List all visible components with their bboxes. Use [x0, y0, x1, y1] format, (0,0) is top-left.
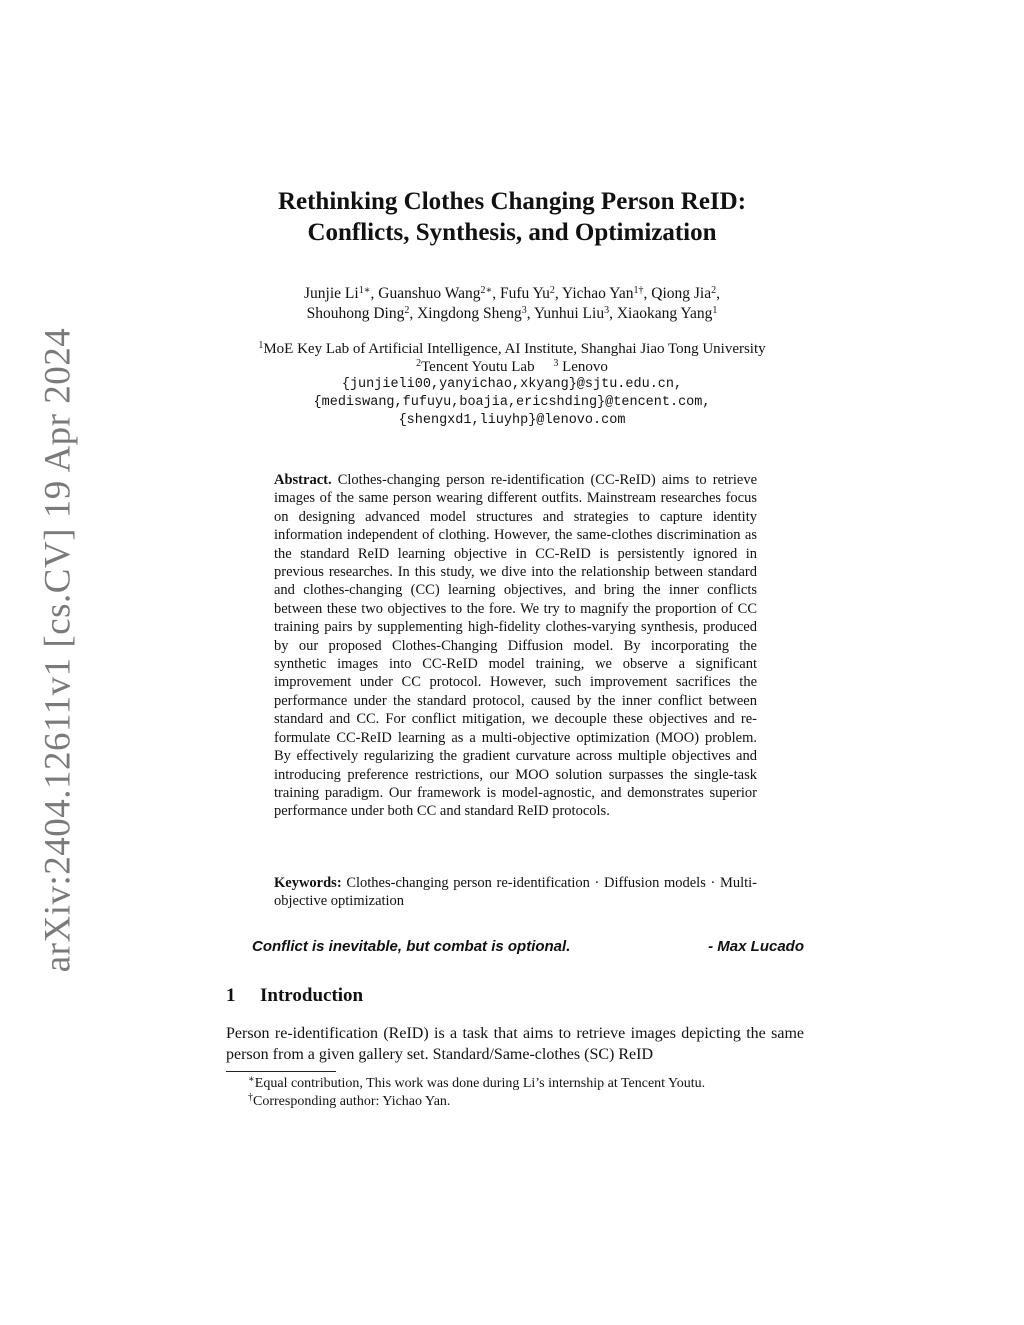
keywords-label: Keywords:	[274, 875, 342, 891]
footnote-2	[248, 1093, 705, 1111]
author-name: Guanshuo Wang	[378, 285, 481, 302]
footnote-text: Corresponding author: Yichao Yan.	[253, 1094, 451, 1109]
author-name: Xiaokang Yang	[616, 305, 713, 322]
title-line-2: Conflicts, Synthesis, and Optimization	[307, 219, 717, 246]
section-title: Introduction	[260, 985, 364, 1006]
abstract-text: Clothes-changing person re-identification (CC-ReID) aims to retrieve images of the same person wearing different outfits. Mainstream researches focus on designing advanced model structures and strategies to capture identity information independent of clothing. However, the same-clothes discrimination as the standard ReID learning objective in CC-ReID is persistently ignored in previous researches. In this study, we dive into the relationship between standard and clothes-changing (CC) learning objectives, and bring the inner conflicts between these two objectives to the fore. We try to magnify the proportion of CC training pairs by supplementing high-fidelity clothes-varying synthesis, produced by our proposed Clothes-Changing Diffusion model. By incorporating the synthetic images into CC-ReID model training, we observe a significant improvement under CC protocol. However, such improvement sacrifices the performance under the standard protocol, caused by the inner conflict between standard and CC. For conflict mitigation, we decouple these objectives and re-formulate CC-ReID learning as a multi-objective optimization (MOO) problem. By effectively regularizing the gradient curvature across multiple objectives and introducing preference restrictions, our MOO solution surpasses the single-task training paradigm. Our framework is model-agnostic, and demonstrates superior performance under both CC and standard ReID protocols.	[274, 472, 758, 820]
affil-mark: 3	[553, 358, 559, 369]
affil-text: Tencent Youtu Lab	[421, 359, 535, 375]
affiliations	[0, 340, 1024, 430]
title-line-1: Rethinking Clothes Changing Person ReID:	[277, 188, 747, 215]
section-number: 1	[226, 985, 236, 1006]
author-name: Shouhong Ding	[306, 305, 405, 322]
email-line-3[interactable]: {shengxd1,liuyhp}@lenovo.com	[398, 413, 626, 428]
author-affil-mark: 2	[711, 285, 717, 296]
author-line-1: Junjie $Li^{1∗}$, Guanshuo Wang$^{2∗}$, Fufu Yu$^2$, Yichao Yan$^{1\dagger}$, Qiong Jia$^2$,	[304, 285, 720, 302]
arxiv-identifier-text: arXiv:2404.12611v1 [cs.CV] 19 Apr 2024	[37, 327, 79, 973]
author-name: Junjie Li	[304, 285, 359, 302]
affil-text: Lenovo	[562, 359, 608, 375]
affil-mark: 2	[416, 358, 422, 369]
affiliation-2-3	[0, 358, 1024, 376]
footnote-rule	[226, 1071, 336, 1072]
author-name: Yichao Yan	[562, 285, 634, 302]
footnotes	[248, 1075, 705, 1111]
author-affil-mark: 1∗	[358, 285, 371, 296]
abstract-label: Abstract.	[274, 472, 332, 488]
keywords-text: Clothes-changing person re-identification · Diffusion models · Multi-objective optimization	[274, 875, 758, 910]
affil-text: MoE Key Lab of Artificial Intelligence, AI Institute, Shanghai Jiao Tong University	[263, 341, 766, 357]
author-affil-mark: 1†	[633, 285, 644, 296]
footnote-mark: ∗	[248, 1074, 255, 1085]
author-affil-mark: 1	[712, 305, 718, 316]
author-name: Yunhui Liu	[533, 305, 605, 322]
abstract	[274, 471, 757, 821]
keywords	[274, 874, 757, 911]
affil-mark: 1	[258, 340, 264, 351]
email-line-2[interactable]: {mediswang,fufuyu,boajia,ericshding}@tencent.com,	[313, 395, 711, 410]
email-line-1[interactable]: {junjieli00,yanyichao,xkyang}@sjtu.edu.cn,	[341, 377, 683, 392]
author-affil-mark: 2	[549, 285, 555, 296]
footnote-mark: †	[248, 1092, 253, 1103]
footnote-1	[248, 1075, 705, 1093]
author-name: Fufu Yu	[500, 285, 550, 302]
author-affil-mark: 2	[404, 305, 410, 316]
author-name: Qiong Jia	[651, 285, 712, 302]
epigraph-author: - Max Lucado	[708, 938, 804, 955]
author-line-2: Shouhong Ding$^2$, Xingdong Sheng$^3$, Yunhui Liu$^3$, Xiaokang Yang$^1$	[306, 305, 718, 322]
author-affil-mark: 2∗	[480, 285, 493, 296]
footnote-text: Equal contribution, This work was done during Li’s internship at Tencent Youtu.	[254, 1076, 706, 1091]
author-affil-mark: 3	[521, 305, 527, 316]
epigraph-quote: Conflict is inevitable, but combat is optional.	[252, 938, 571, 955]
section-heading	[226, 985, 363, 1007]
paper-title	[0, 186, 1024, 248]
author-list	[0, 284, 1024, 324]
author-affil-mark: 3	[604, 305, 610, 316]
author-name: Xingdong Sheng	[417, 305, 522, 322]
intro-paragraph: Person re-identification (ReID) is a task that aims to retrieve images depicting the same person from a given gallery set. Standard/Same-clothes (SC) ReID	[226, 1025, 804, 1063]
affiliation-1	[0, 340, 1024, 358]
